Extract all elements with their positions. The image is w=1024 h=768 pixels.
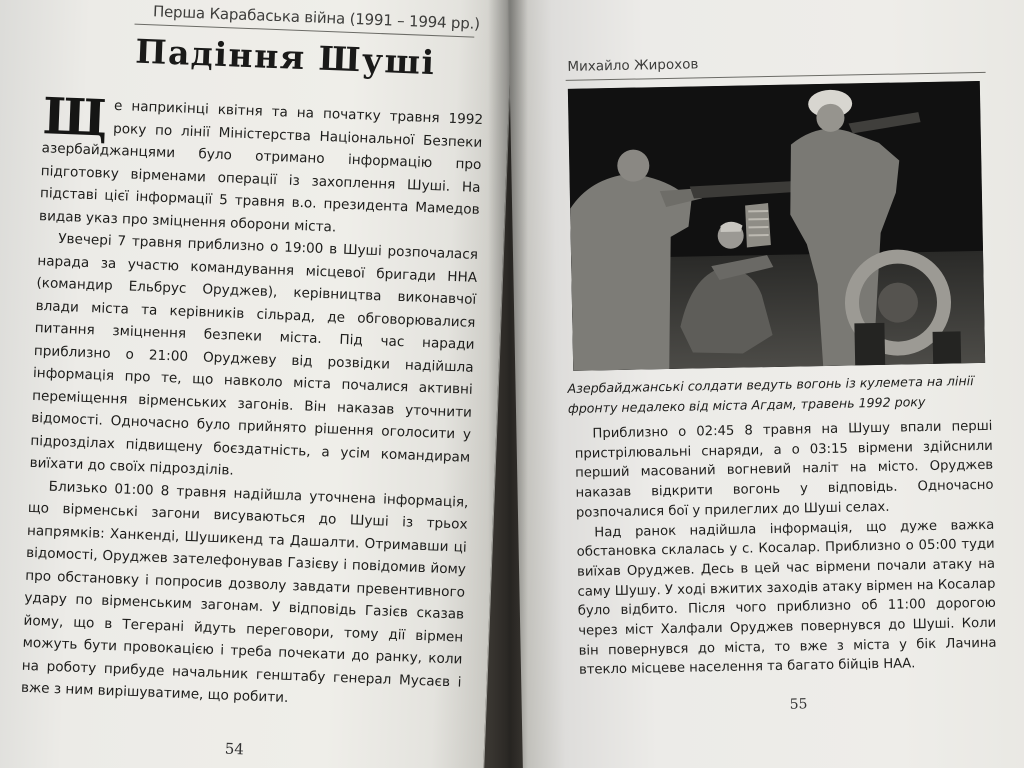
photo-caption: Азербайджанські солдати ведуть вогонь із кулемета на лінії фронту недалеко від міста Агдам, травень 1992 року [567,373,974,416]
right-page [508,0,1024,768]
paragraph: Приблизно о 02:45 8 травня на Шушу впали перші пристрілювальні снаряди, а о 03:15 вірмени здійснили перший масований вогневий наліт на місто. Оруджев наказав відкрити вогонь у відповідь. Одночасно розпочалися бої у прилеглих до Шуші селах. [574,418,994,521]
paragraph: Увечері 7 травня приблизно о 19:00 в Шуші розпочалася нарада за участю командування місцевої бригади ННА (командир Ельбрус Оруджев), керівництва виконавчої влади міста та керівників сільрад, де обговорювалися питання зміцнення безпеки міста. Під час наради приблизно о 21:00 Оруджеву від розвідки надійшла інформація про те, що навколо міста почалися активні переміщення вірменських загонів. Він наказав уточнити відомості. Одночасно було прийнято рішення оголосити у підрозділах підвищену боєздатність, а усім командирам виїхати до своїх підрозділів. [29,230,479,479]
right-page-number: 55 [789,696,808,713]
paragraph-text: е наприкінці квітня та на початку травня 1992 року по лінії Міністерства Національної Безпеки азербайджанцями було отримано інформацію про підготовку вірменами операції із захоплення Шуші. На підставі цієї інформації 5 травня в.о. президента Мамедов видав указ про зміцнення оборони міста. [38,97,484,235]
drop-cap: Щ [41,86,109,148]
paragraph [38,86,484,244]
photo-illustration [568,81,985,371]
paragraph: Близько 01:00 8 травня надійшла уточнена інформація, що вірменські загони висуваються до Шуші із трьох напрямків: Ханкенді, Шушикенд та Дашалти. Отримавши ці відомості, Оруджев зателефонував Газієву і повідомив йому про обстановку і попросив дозволу завдати превентивного удару по вірменським загонам. У відповідь Газієв сказав йому, що в Тегерані йдуть переговори, тому дії вірмен можуть бути провокацією і треба почекати до ранку, коли на роботу прибуде начальник генштабу генерал Мусаєв і вже з ним вирішуватиме, що робити. [20,478,469,706]
left-running-header: Перша Карабаська війна (1991 – 1994 рр.) [152,2,481,33]
left-body-text [20,86,484,716]
war-photo [568,81,985,371]
right-body-text [574,417,997,681]
paragraph: Над ранок надійшла інформація, що дуже важка обстановка склалась у с. Косалар. Приблизно о 05:00 туди виїхав Оруджев. Десь в цей час вірмени почали атаку на саму Шушу. У ході вжитих заходів атаку вірмен на Косалар було відбито. Після чого приблизно об 11:00 дорогою через міст Халфали Оруджев повернувся до Шуші. Коли він повернувся до міста, то вже з міста у бік Лачина втекло місцеве населення та багато бійців НАА. [576,517,997,679]
left-page-number: 54 [224,739,245,759]
chapter-title: Падіння Шуші [134,31,437,83]
right-running-header: Михайло Жирохов [567,56,699,75]
